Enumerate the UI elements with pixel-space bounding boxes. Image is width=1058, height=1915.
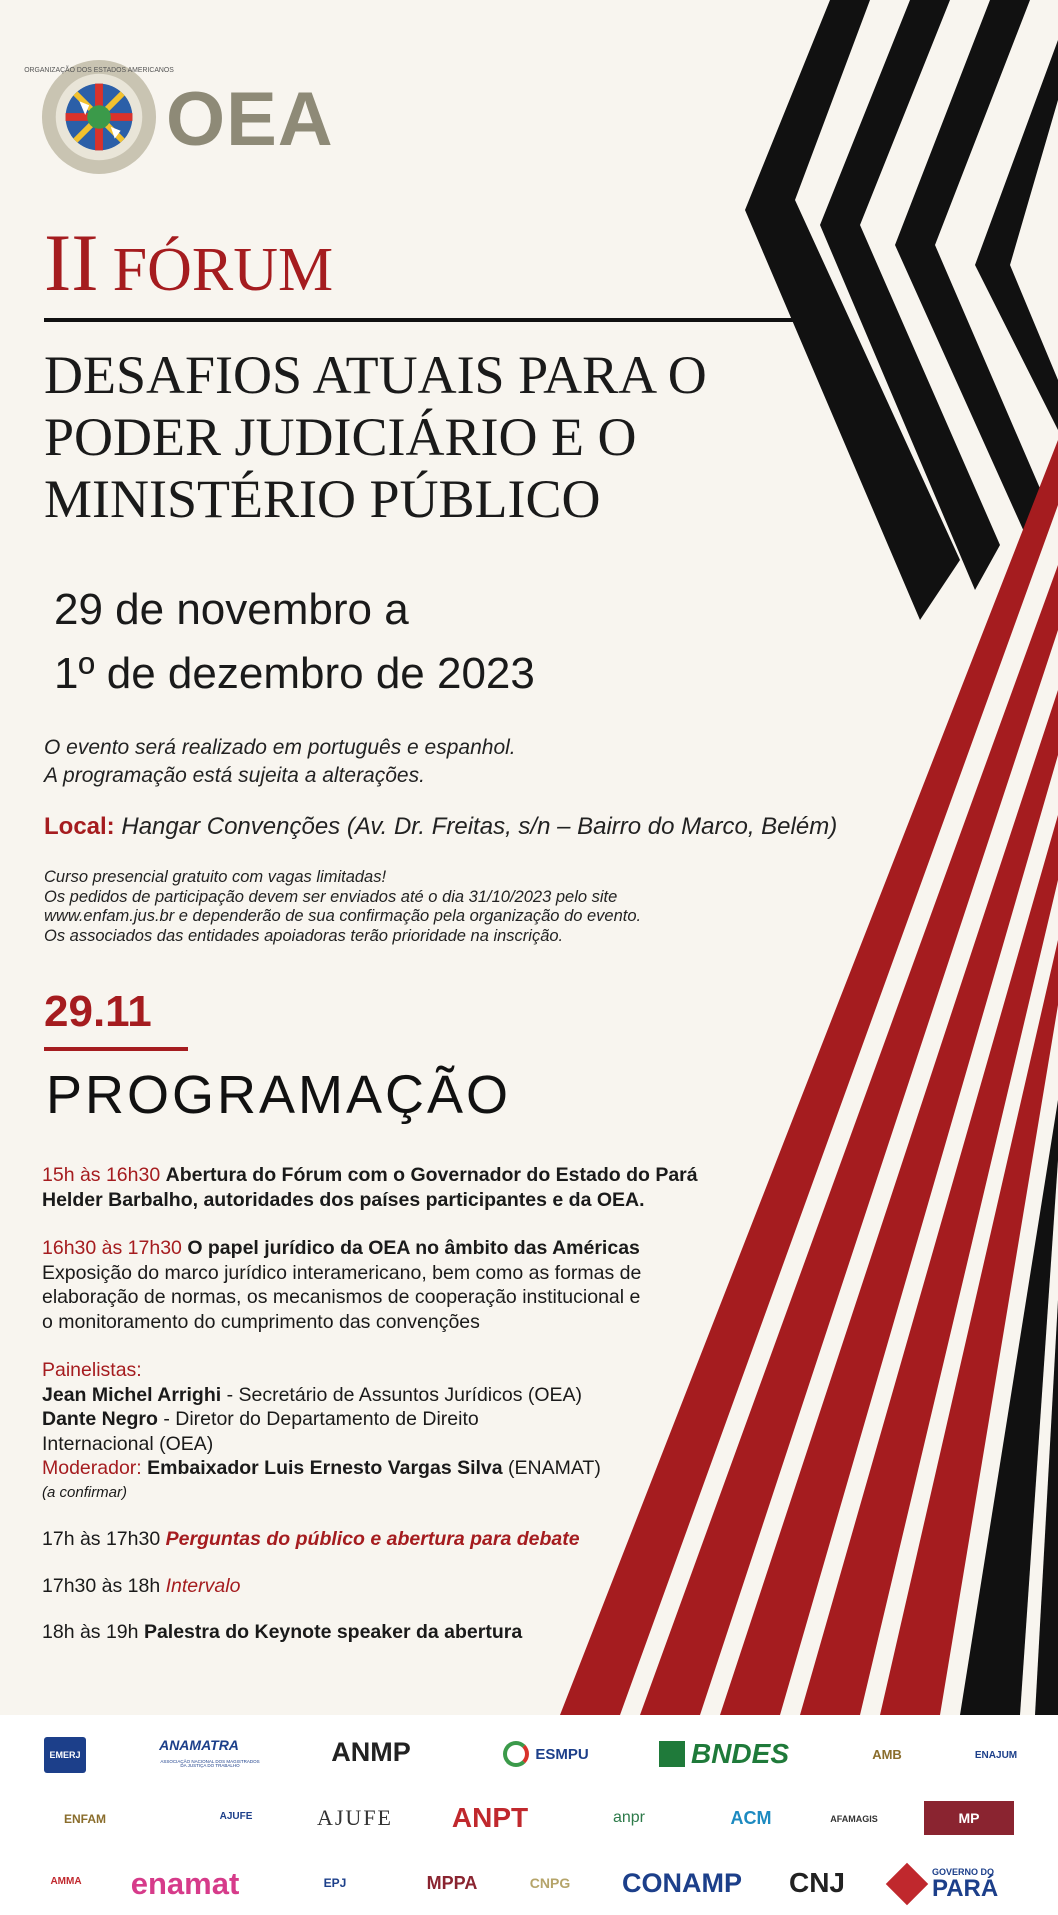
item-time: 17h às 17h30 [42, 1528, 161, 1550]
note-line: Os associados das entidades apoiadoras terão prioridade na inscrição. [44, 926, 564, 945]
forum-number: II [44, 217, 99, 308]
logo-anmp: ANMP [331, 1736, 411, 1767]
logo-esmpu [500, 1739, 592, 1769]
logo-acm: ACM [730, 1808, 772, 1828]
item-title: Intervalo [165, 1574, 241, 1597]
moderator [42, 1456, 702, 1481]
schedule-item [42, 1620, 702, 1645]
program-day: 29.11 [44, 987, 152, 1036]
forum-title [44, 217, 334, 308]
item-time: 17h30 às 18h [42, 1574, 161, 1597]
item-desc: o monitoramento do cumprimento das convenções [42, 1310, 480, 1333]
moderator-name: Embaixador Luis Ernesto Vargas Silva [141, 1457, 503, 1479]
item-time: 16h30 às 17h30 [42, 1237, 182, 1259]
logo-anamatra: ANAMATRA [159, 1737, 239, 1753]
org-name: OEA [166, 77, 334, 162]
subtitle-line: DESAFIOS ATUAIS PARA O [44, 345, 707, 405]
info-line: O evento será realizado em português e espanhol. [44, 736, 516, 759]
black-stripe [895, 0, 1045, 545]
item-time: 15h às 16h30 [42, 1164, 161, 1186]
schedule-item [42, 1236, 702, 1334]
logo-bndes [652, 1737, 796, 1771]
event-location [44, 812, 837, 842]
item-desc: elaboração de normas, os mecanismos de cooperação institucional e [42, 1286, 641, 1308]
item-title: Abertura do Fórum com o Governador do Estado do Pará [165, 1164, 698, 1186]
item-desc: Exposição do marco jurídico interamericano, bem como as formas de [42, 1261, 642, 1284]
oea-seal-icon [24, 58, 174, 176]
registration-notes [44, 868, 641, 946]
location-label: Local: [44, 813, 115, 840]
logo-anpt: ANPT [451, 1802, 529, 1833]
logo-afamagis: AFAMAGIS [830, 1813, 878, 1824]
logo-cnmp: MP [924, 1801, 1014, 1835]
subtitle-line: MINISTÉRIO PÚBLICO [44, 469, 601, 529]
note-line: Os pedidos de participação devem ser enviados até o dia 31/10/2023 pelo site [44, 887, 618, 906]
item-time: 18h às 19h [42, 1621, 139, 1643]
moderator-org: (ENAMAT) [502, 1457, 601, 1479]
program-heading: PROGRAMAÇÃO [46, 1065, 512, 1125]
event-info [44, 734, 516, 790]
logo-cnpg: CNPG [529, 1875, 571, 1891]
gov-label: GOVERNO DO [932, 1866, 995, 1877]
day-underline [44, 1047, 188, 1051]
note-line: www.enfam.jus.br e dependerão de sua confirmação pela organização do evento. [44, 907, 642, 925]
subtitle-line: PODER JUDICIÁRIO E O [44, 407, 637, 467]
sponsor-logos [0, 1715, 1058, 1915]
panelists [42, 1358, 702, 1505]
date-line: 29 de novembro a [54, 585, 409, 634]
location-value: Hangar Convenções (Av. Dr. Freitas, s/n – Bairro do Marco, Belém) [121, 813, 838, 840]
logo-conamp: CONAMP [622, 1867, 742, 1898]
note-line: Curso presencial gratuito com vagas limitadas! [44, 868, 387, 886]
panelist-role: - Secretário de Assuntos Jurídicos (OEA) [221, 1383, 583, 1406]
logo-enamat: enamat [130, 1865, 240, 1901]
logo-amma: AMMA [50, 1876, 82, 1887]
item-title: O papel jurídico da OEA no âmbito das Américas [187, 1237, 640, 1259]
panelist [42, 1407, 702, 1432]
logo-mppa: MPPA [426, 1873, 478, 1893]
seal-text: ORGANIZAÇÃO DOS ESTADOS AMERICANOS [24, 66, 174, 74]
logo-epj: EPJ [323, 1876, 347, 1890]
schedule [42, 1163, 702, 1645]
schedule-item [42, 1527, 702, 1552]
logo-governo-para [888, 1865, 1016, 1903]
confirm-note: (a confirmar) [42, 1483, 128, 1501]
panelist-role-cont: Internacional (OEA) [42, 1432, 214, 1455]
gov-name: PARÁ [932, 1874, 999, 1902]
panelist-name: Jean Michel Arrighi [42, 1383, 222, 1406]
panelist [42, 1383, 702, 1408]
para-flag-icon [886, 1863, 928, 1905]
bndes-icon [659, 1741, 685, 1767]
panelist-role: - Diretor do Departamento de Direito [157, 1408, 479, 1430]
logo-anpr: anpr [612, 1809, 646, 1826]
logo-amb: AMB [872, 1746, 902, 1762]
panelist-name: Dante Negro [42, 1408, 158, 1430]
info-line: A programação está sujeita a alterações. [44, 764, 425, 787]
event-dates [54, 578, 535, 706]
moderator-label: Moderador: [42, 1457, 142, 1479]
date-line: 1º de dezembro de 2023 [54, 649, 535, 698]
logo-cnj: CNJ [788, 1867, 845, 1898]
logo-emerj: EMERJ [44, 1737, 86, 1773]
schedule-item [42, 1574, 702, 1599]
event-subtitle [44, 344, 744, 530]
forum-word: FÓRUM [112, 236, 334, 304]
logo-enfam: ENFAM [64, 1812, 106, 1826]
logo-bndes-text: BNDES [690, 1738, 789, 1769]
logo-esmpu-text: ESMPU [535, 1745, 589, 1763]
schedule-item [42, 1163, 702, 1212]
logo-enajum: ENAJUM [974, 1750, 1018, 1761]
item-title: Perguntas do público e abertura para debate [165, 1528, 580, 1550]
panelists-label: Painelistas: [42, 1359, 142, 1381]
logo-ajufe-seal: AJUFE [219, 1811, 253, 1822]
esmpu-icon [503, 1741, 529, 1767]
item-title: Helder Barbalho, autoridades dos países participantes e da OEA. [42, 1188, 645, 1211]
title-divider [44, 318, 810, 322]
logo-anamatra-sub: ASSOCIAÇÃO NACIONAL DOS MAGISTRADOS DA JUSTIÇA DO TRABALHO [160, 1758, 260, 1768]
logo-ajufe: AJUFE [316, 1805, 393, 1830]
item-title: Palestra do Keynote speaker da abertura [143, 1621, 523, 1643]
